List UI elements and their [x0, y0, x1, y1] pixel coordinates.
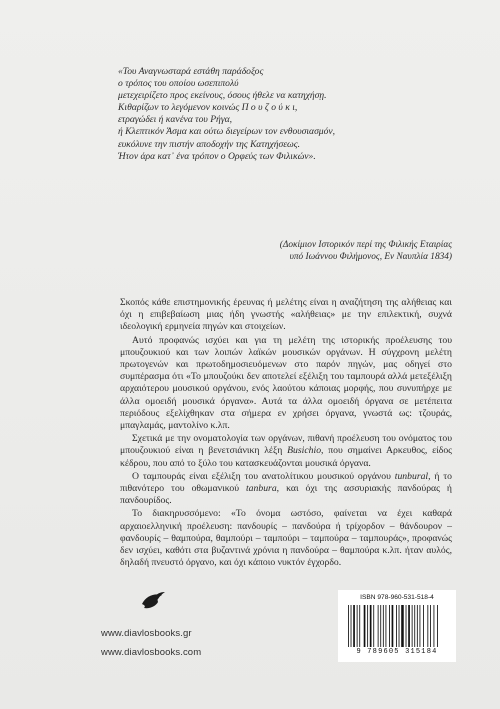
barcode-bar [420, 605, 421, 647]
paragraph [120, 471, 452, 508]
barcode-bar [423, 605, 424, 647]
barcode-bar [414, 605, 415, 647]
barcode-bar [357, 605, 358, 647]
barcode-bar [417, 605, 418, 647]
epigraph-line: Κιθαρίζων το λεγόμενον κοινώς Π ο υ ζ ο ύ κ ι, [118, 102, 298, 114]
barcode-panel [338, 590, 456, 662]
paragraph: Σκοπός κάθε επιστημονικής έρευνας ή μελέτης είναι η αναζήτηση της αλήθειας και όχι η επιβεβαίωση μιας ήδη γνωστής «αλήθειας» με την επιλεκτική, συχνά ιδεολογική ερμηνεία πηγών και στοιχείων. [120, 297, 452, 333]
epigraph-line: ευκόλυνε την πιστήν αποδοχήν της Κατηχήσεως. [118, 138, 301, 150]
barcode-bar [351, 605, 352, 647]
blurb-text [120, 297, 452, 570]
text-run: Ο ταμπουράς είναι εξέλιξη του ανατολίτικου μουσικού οργάνου [132, 470, 395, 482]
barcode-bar [412, 605, 413, 647]
barcode-bar [430, 605, 431, 647]
barcode-bar [389, 605, 390, 647]
barcode-bars [348, 605, 450, 647]
source-line: (Δοκίμιον Ιστορικόν περί της Φιλικής Εταιρίας [279, 240, 452, 250]
epigraph-line: Ήτον άρα κατ᾽ ένα τρόπον ο Ορφεύς των Φιλικών». [118, 150, 316, 162]
barcode-bar [367, 605, 368, 647]
website-gr[interactable]: www.diavlosbooks.gr [101, 628, 192, 639]
barcode-bar [359, 605, 360, 647]
italic-term: tanbura [245, 483, 277, 495]
paragraph: Αυτό προφανώς ισχύει και για τη μελέτη της ιστορικής προέλευσης του μπουζουκιού και των λοιπών λαϊκών μουσικών οργάνων. Η σύγχρονη μελέτη πρωτογενών και πρωτοδημοσιευόμενων στο παρόν πηγών, μας οδηγεί στο συμπέρασμα ότι «Το μπουζούκι δεν αποτελεί εξέλιξη του ταμπουρά αλλά μετεξέλιξη αρχαιότερου μουσικού οργάνου, ενός λαούτου κάποιας μορφής, που συνυπήρχε με άλλα ομοειδή μουσικά όργανα». Αυτά τα άλλα ομοειδή όργανα σε μετέπειτα περιόδους εξελίχθηκαν στα σήμερα εν χρήσει όργανα, γνωστά ως: τζουράς, μπαγλαμάς, μαντολίνο κ.λπ. [120, 334, 452, 432]
epigraph-quote [118, 66, 458, 163]
epigraph-line: μετεχειρίζετο προς εκείνους, όσους ήθελε να κατηχήσῃ. [118, 90, 327, 102]
barcode-bar [386, 605, 387, 647]
barcode-bar [373, 605, 374, 647]
italic-term: Busichio [287, 445, 322, 457]
paragraph [120, 433, 452, 470]
barcode-bar [380, 605, 381, 647]
barcode-bar [353, 605, 355, 647]
text-run: Σχετικά με την ονοματολογία των οργάνων, πιθανή προέλευση του ονόματος του μπουζουκιού είναι η βενετσιάνικη λέξη [120, 433, 452, 457]
barcode-bar [383, 605, 384, 647]
barcode-bar [399, 605, 400, 647]
text-run: , και όχι της ασσυριακής πανδούρας ή πανδουρίδος. [120, 483, 452, 507]
website-com[interactable]: www.diavlosbooks.com [101, 647, 202, 658]
isbn-label: ISBN 978-960-531-518-4 [360, 594, 434, 601]
barcode-bar [348, 605, 349, 647]
paragraph: Το διακηρυσσόμενο: «Το όνομα ωστόσο, φαίνεται να έχει καθαρά αρχαιοελληνική προέλευση: πανδουρίς – πανδούρα ή τρίχορδον – θάνδουρον – φανδουρίς – θαμπούρα, θαμπούρι – ταμπούρι – ταμπούρα – ταμπουράς», προφανώς δεν ισχύει, καθότι στα βυζαντινά χρόνια η πανδούρα – θαμπούρα κ.λπ. ήταν αυλός, δηλαδή πνευστό όργανο, και όχι κάποιο νυκτόν έγχορδο. [120, 508, 452, 569]
barcode-bar [370, 605, 372, 647]
barcode-bar [364, 605, 366, 647]
epigraph-line: ή Κλεπτικόν Άσμα και ούτω διεγείρων τον ενθουσιασμόν, [118, 126, 336, 138]
barcode-bar [392, 605, 394, 647]
barcode-bar [396, 605, 397, 647]
barcode-bar [408, 605, 410, 647]
barcode-bar [406, 605, 407, 647]
epigraph-line: ο τρόπος του οποίου ωσεπιπολύ [118, 78, 239, 90]
epigraph-source [152, 239, 452, 263]
barcode-bar [427, 605, 428, 647]
text-run: , που σημαίνει Αρκευθος, είδος κέδρου, που από το ξύλο του κατασκευάζονται μουσικά όργανα. [120, 445, 453, 469]
barcode-digits: 9 789605 315184 [356, 648, 438, 656]
dove-icon [140, 590, 166, 612]
barcode-bar [378, 605, 379, 647]
text-run: , ή το πιθανότερο του οθωμανικού [120, 470, 452, 495]
epigraph-line: ετραγώδει ή κανένα του Ρήγα, [118, 114, 233, 126]
barcode-bar [434, 605, 435, 647]
italic-term: tunbural [394, 470, 429, 482]
barcode-bar [401, 605, 404, 647]
source-line: υπό Ιωάννου Φιλήμονος, Εν Ναυπλία 1834) [289, 252, 452, 262]
epigraph-line: «Του Αναγνωσταρά εστάθη παράδοξος [118, 66, 264, 77]
barcode-bar [437, 605, 438, 647]
